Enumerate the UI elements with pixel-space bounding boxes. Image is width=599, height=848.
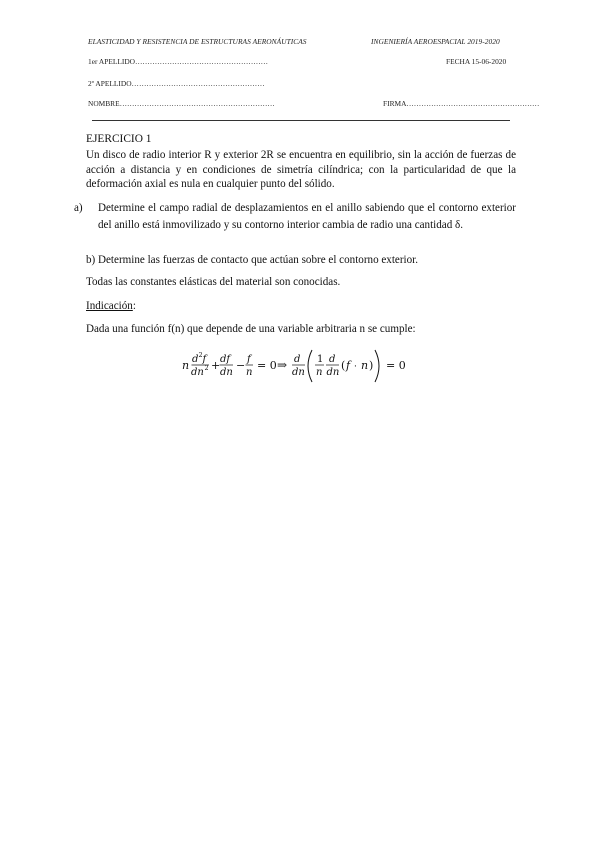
svg-text:dn: dn bbox=[292, 367, 305, 378]
svg-text:df: df bbox=[220, 354, 231, 365]
equation bbox=[178, 344, 428, 390]
svg-text:d: d bbox=[329, 354, 336, 365]
svg-text:−: − bbox=[236, 359, 246, 372]
hint-title: Indicación bbox=[86, 300, 133, 312]
svg-text:+: + bbox=[211, 359, 221, 372]
exercise-statement: Un disco de radio interior R y exterior 2R se encuentra en equilibrio, sin la acción de fuerzas de acción a distancia y en condiciones de simetría cilíndrica; con la particularidad de que la deformación axial es nula en cualquier punto del sólido. bbox=[86, 149, 516, 191]
item-a-text: Determine el campo radial de desplazamientos en el anillo sabiendo que el contorno exterior del anillo está inmovilizado y su contorno interior cambia de radio una cantidad δ. bbox=[98, 202, 516, 232]
course-header: ELASTICIDAD Y RESISTENCIA DE ESTRUCTURAS AERONÁUTICAS bbox=[88, 37, 307, 46]
svg-text:f: f bbox=[346, 359, 351, 372]
svg-text:dn: dn bbox=[326, 367, 340, 378]
constants-note: Todas las constantes elásticas del material son conocidas. bbox=[86, 276, 341, 288]
svg-text:= 0: = 0 bbox=[257, 359, 277, 372]
svg-text:2: 2 bbox=[204, 364, 209, 372]
svg-text:d: d bbox=[294, 354, 301, 365]
svg-text:f: f bbox=[202, 354, 207, 365]
fecha-field: FECHA 15-06-2020 bbox=[446, 57, 507, 66]
apellido2-field: 2º APELLIDO……………………………………………… bbox=[88, 79, 265, 88]
svg-text:·: · bbox=[354, 362, 357, 372]
svg-text:n: n bbox=[182, 359, 190, 372]
header-separator bbox=[92, 120, 510, 121]
svg-text:dn: dn bbox=[220, 367, 233, 378]
svg-text:(: ( bbox=[341, 359, 346, 372]
svg-text:): ) bbox=[369, 359, 374, 372]
equation-graphic bbox=[178, 344, 428, 390]
exercise-title: EJERCICIO 1 bbox=[86, 133, 152, 145]
degree-header: INGENIERÍA AEROESPACIAL 2019-2020 bbox=[371, 37, 500, 46]
svg-text:dn: dn bbox=[191, 367, 204, 378]
svg-text:n: n bbox=[361, 359, 369, 372]
hint-colon: : bbox=[132, 300, 136, 312]
svg-text:⇒: ⇒ bbox=[277, 358, 288, 372]
svg-text:f: f bbox=[247, 354, 251, 365]
item-a-marker: a) bbox=[74, 202, 83, 214]
svg-text:1: 1 bbox=[317, 354, 324, 365]
svg-text:= 0: = 0 bbox=[386, 359, 406, 372]
item-a bbox=[74, 200, 516, 235]
svg-text:n: n bbox=[246, 367, 253, 378]
firma-field: FIRMA……………………………………………… bbox=[383, 99, 540, 108]
svg-text:n: n bbox=[316, 367, 323, 378]
svg-text:2: 2 bbox=[198, 351, 203, 359]
item-b-text: Determine las fuerzas de contacto que actúan sobre el contorno exterior. bbox=[98, 254, 419, 266]
nombre-field: NOMBRE……………………………………………………… bbox=[88, 99, 275, 108]
item-b bbox=[86, 252, 516, 269]
hint-text: Dada una función f(n) que depende de una variable arbitraria n se cumple: bbox=[86, 323, 416, 335]
hint-heading bbox=[86, 300, 136, 312]
svg-text:d: d bbox=[192, 354, 199, 365]
apellido1-field: 1er APELLIDO……………………………………………… bbox=[88, 57, 269, 66]
item-b-marker: b) bbox=[86, 254, 96, 266]
